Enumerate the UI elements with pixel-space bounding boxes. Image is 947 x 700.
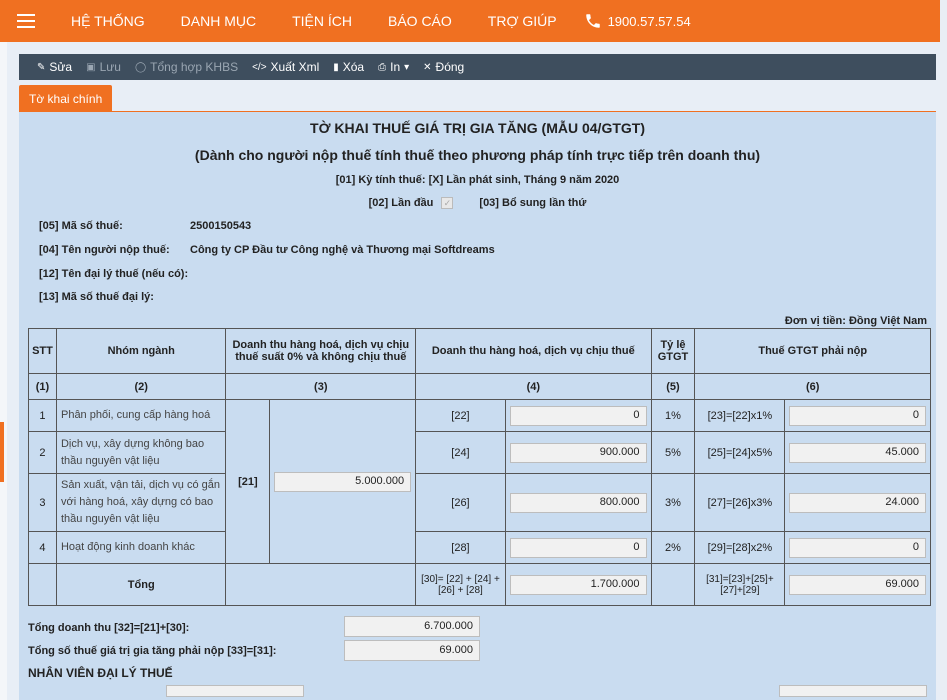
row-code: [22]: [416, 400, 506, 432]
left-gutter: [0, 42, 7, 700]
column-number-row: [29, 374, 931, 400]
agent-name-label: [12] Tên đại lý thuế (nếu có):: [39, 268, 189, 280]
agent-staff-input[interactable]: [166, 685, 304, 697]
revenue-21-cell: [270, 400, 416, 564]
declaration-form: [19, 112, 936, 700]
tax-code-row: [39, 220, 251, 232]
print-button[interactable]: ⎙ In ▾: [378, 60, 410, 74]
row-code: [24]: [416, 432, 506, 474]
nav-tro-giup[interactable]: TRỢ GIÚP: [487, 13, 557, 29]
row-revenue-cell: [505, 432, 651, 474]
total-revenue-cell: [505, 564, 651, 606]
total-revenue-32-input[interactable]: 6.700.000: [344, 616, 480, 637]
taxpayer-label: [04] Tên người nộp thuế:: [39, 244, 170, 256]
row-rate: 5%: [651, 432, 695, 474]
vat-25-input[interactable]: 45.000: [789, 443, 926, 463]
export-xml-button[interactable]: </> Xuất Xml: [252, 60, 320, 74]
row-formula: [29]=[28]x2%: [695, 532, 785, 564]
revenue-21-input[interactable]: 5.000.000: [274, 472, 411, 492]
row-code: [26]: [416, 474, 506, 532]
total-vat-cell: [785, 564, 931, 606]
header-vat-payable: Thuế GTGT phải nộp: [695, 329, 931, 374]
first-time-label: [02] Lần đầu: [368, 197, 434, 209]
vat-table: [28, 328, 931, 606]
table-row: [29, 532, 931, 564]
table-row: [29, 474, 931, 532]
support-phone[interactable]: [584, 12, 691, 30]
agent-name-row: [39, 268, 188, 280]
delete-button[interactable]: ▮ Xóa: [333, 60, 365, 74]
nav-he-thong[interactable]: HỆ THỐNG: [71, 13, 145, 29]
caret-down-icon: ▾: [404, 61, 410, 73]
total-vat-33-input[interactable]: 69.000: [344, 640, 480, 661]
total-revenue-label: Tổng doanh thu [32]=[21]+[30]:: [28, 622, 190, 634]
agent-section-title: NHÂN VIÊN ĐẠI LÝ THUẾ: [28, 666, 173, 680]
row-stt: 3: [29, 474, 57, 532]
tax-code-label: [05] Mã số thuế:: [39, 220, 123, 232]
first-time-checkbox[interactable]: ✓: [441, 197, 453, 209]
col-number: (4): [416, 374, 651, 400]
col-number: (2): [56, 374, 225, 400]
row-stt: 2: [29, 432, 57, 474]
header-revenue-nontax: Doanh thu hàng hoá, dịch vụ chịu thuế suất 0% và không chịu thuế: [226, 329, 416, 374]
row-revenue-cell: [505, 532, 651, 564]
phone-icon: [584, 12, 602, 30]
header-group: Nhóm ngành: [56, 329, 225, 374]
row-vat-cell: [785, 474, 931, 532]
declaration-type: [19, 197, 936, 209]
printer-icon: ⎙: [378, 61, 387, 73]
code-icon: </>: [252, 61, 267, 73]
revenue-24-input[interactable]: 900.000: [510, 443, 647, 463]
agent-date-input[interactable]: [779, 685, 927, 697]
row-formula: [23]=[22]x1%: [695, 400, 785, 432]
row-stt: 1: [29, 400, 57, 432]
revenue-22-input[interactable]: 0: [510, 406, 647, 426]
nav-danh-muc[interactable]: DANH MỤC: [180, 13, 257, 29]
vat-23-input[interactable]: 0: [789, 406, 926, 426]
row-stt: 4: [29, 532, 57, 564]
row-formula: [27]=[26]x3%: [695, 474, 785, 532]
top-navbar: [0, 0, 940, 42]
table-row: [29, 400, 931, 432]
col-number: (1): [29, 374, 57, 400]
form-title: TỜ KHAI THUẾ GIÁ TRỊ GIA TĂNG (MẪU 04/GTGT): [310, 120, 645, 136]
save-button[interactable]: ▣ Lưu: [86, 60, 121, 74]
close-button[interactable]: ✕ Đóng: [423, 60, 465, 74]
tax-code-value: 2500150543: [190, 220, 252, 232]
row-vat-cell: [785, 432, 931, 474]
currency-unit: Đơn vị tiền: Đồng Việt Nam: [784, 315, 927, 327]
header-rate: Tỷ lệ GTGT: [651, 329, 695, 374]
revenue-30-input[interactable]: 1.700.000: [510, 575, 647, 595]
taxpayer-value: Công ty CP Đầu tư Công nghệ và Thương mại Softdreams: [190, 244, 495, 256]
vat-31-input[interactable]: 69.000: [789, 575, 926, 595]
row-group-name: Phân phối, cung cấp hàng hoá: [56, 400, 225, 432]
phone-number: 1900.57.57.54: [607, 13, 691, 29]
table-header-row: [29, 329, 931, 374]
row-group-name: Dịch vụ, xây dựng không bao thầu nguyên vật liệu: [56, 432, 225, 474]
header-revenue-tax: Doanh thu hàng hoá, dịch vụ chịu thuế: [416, 329, 651, 374]
tab-main-declaration[interactable]: Tờ khai chính: [19, 85, 112, 112]
revenue-28-input[interactable]: 0: [510, 538, 647, 558]
col-number: (5): [651, 374, 695, 400]
total-row: [29, 564, 931, 606]
row-rate: 3%: [651, 474, 695, 532]
row-code: [28]: [416, 532, 506, 564]
row-formula: [25]=[24]x5%: [695, 432, 785, 474]
code-21: [21]: [226, 400, 270, 564]
header-stt: STT: [29, 329, 57, 374]
menu-icon[interactable]: [0, 0, 52, 42]
total-vat-formula: [31]=[23]+[25]+[27]+[29]: [695, 564, 785, 606]
nav-bao-cao[interactable]: BÁO CÁO: [387, 13, 452, 29]
revenue-26-input[interactable]: 800.000: [510, 493, 647, 513]
tax-period: [01] Kỳ tính thuế: [X] Lần phát sinh, Tháng 9 năm 2020: [335, 174, 620, 186]
supplement-label: [03] Bổ sung lần thứ: [479, 197, 587, 209]
col-number: (3): [226, 374, 416, 400]
edit-icon: ✎: [37, 61, 46, 73]
table-row: [29, 432, 931, 474]
row-vat-cell: [785, 532, 931, 564]
vat-27-input[interactable]: 24.000: [789, 493, 926, 513]
total-label: Tổng: [56, 564, 225, 606]
summary-khbs-button[interactable]: ◯ Tổng hợp KHBS: [134, 60, 239, 74]
form-subtitle: (Dành cho người nộp thuế tính thuế theo phương pháp tính trực tiếp trên doanh thu): [194, 147, 761, 163]
row-rate: 1%: [651, 400, 695, 432]
edit-button[interactable]: ✎ Sửa: [37, 60, 73, 74]
total-vat-label: Tổng số thuế giá trị gia tăng phải nộp [33]=[31]:: [28, 645, 277, 657]
row-revenue-cell: [505, 400, 651, 432]
total-revenue-formula: [30]= [22] + [24] + [26] + [28]: [416, 564, 506, 606]
close-icon: ✕: [423, 61, 432, 73]
taxpayer-row: [39, 244, 495, 256]
save-icon: ▣: [86, 61, 96, 73]
row-group-name: Hoạt động kinh doanh khác: [56, 532, 225, 564]
col-number: (6): [695, 374, 931, 400]
nav-tien-ich[interactable]: TIỆN ÍCH: [292, 13, 352, 29]
row-group-name: Sản xuất, vận tải, dịch vụ có gắn với hàng hoá, xây dựng có bao thầu nguyên vật liệu: [56, 474, 225, 532]
check-circle-icon: ◯: [134, 61, 147, 73]
trash-icon: ▮: [333, 61, 339, 73]
row-revenue-cell: [505, 474, 651, 532]
agent-code-label: [13] Mã số thuế đại lý:: [39, 291, 154, 303]
agent-code-row: [39, 291, 154, 303]
row-rate: 2%: [651, 532, 695, 564]
row-vat-cell: [785, 400, 931, 432]
form-toolbar: [19, 54, 936, 80]
vat-29-input[interactable]: 0: [789, 538, 926, 558]
